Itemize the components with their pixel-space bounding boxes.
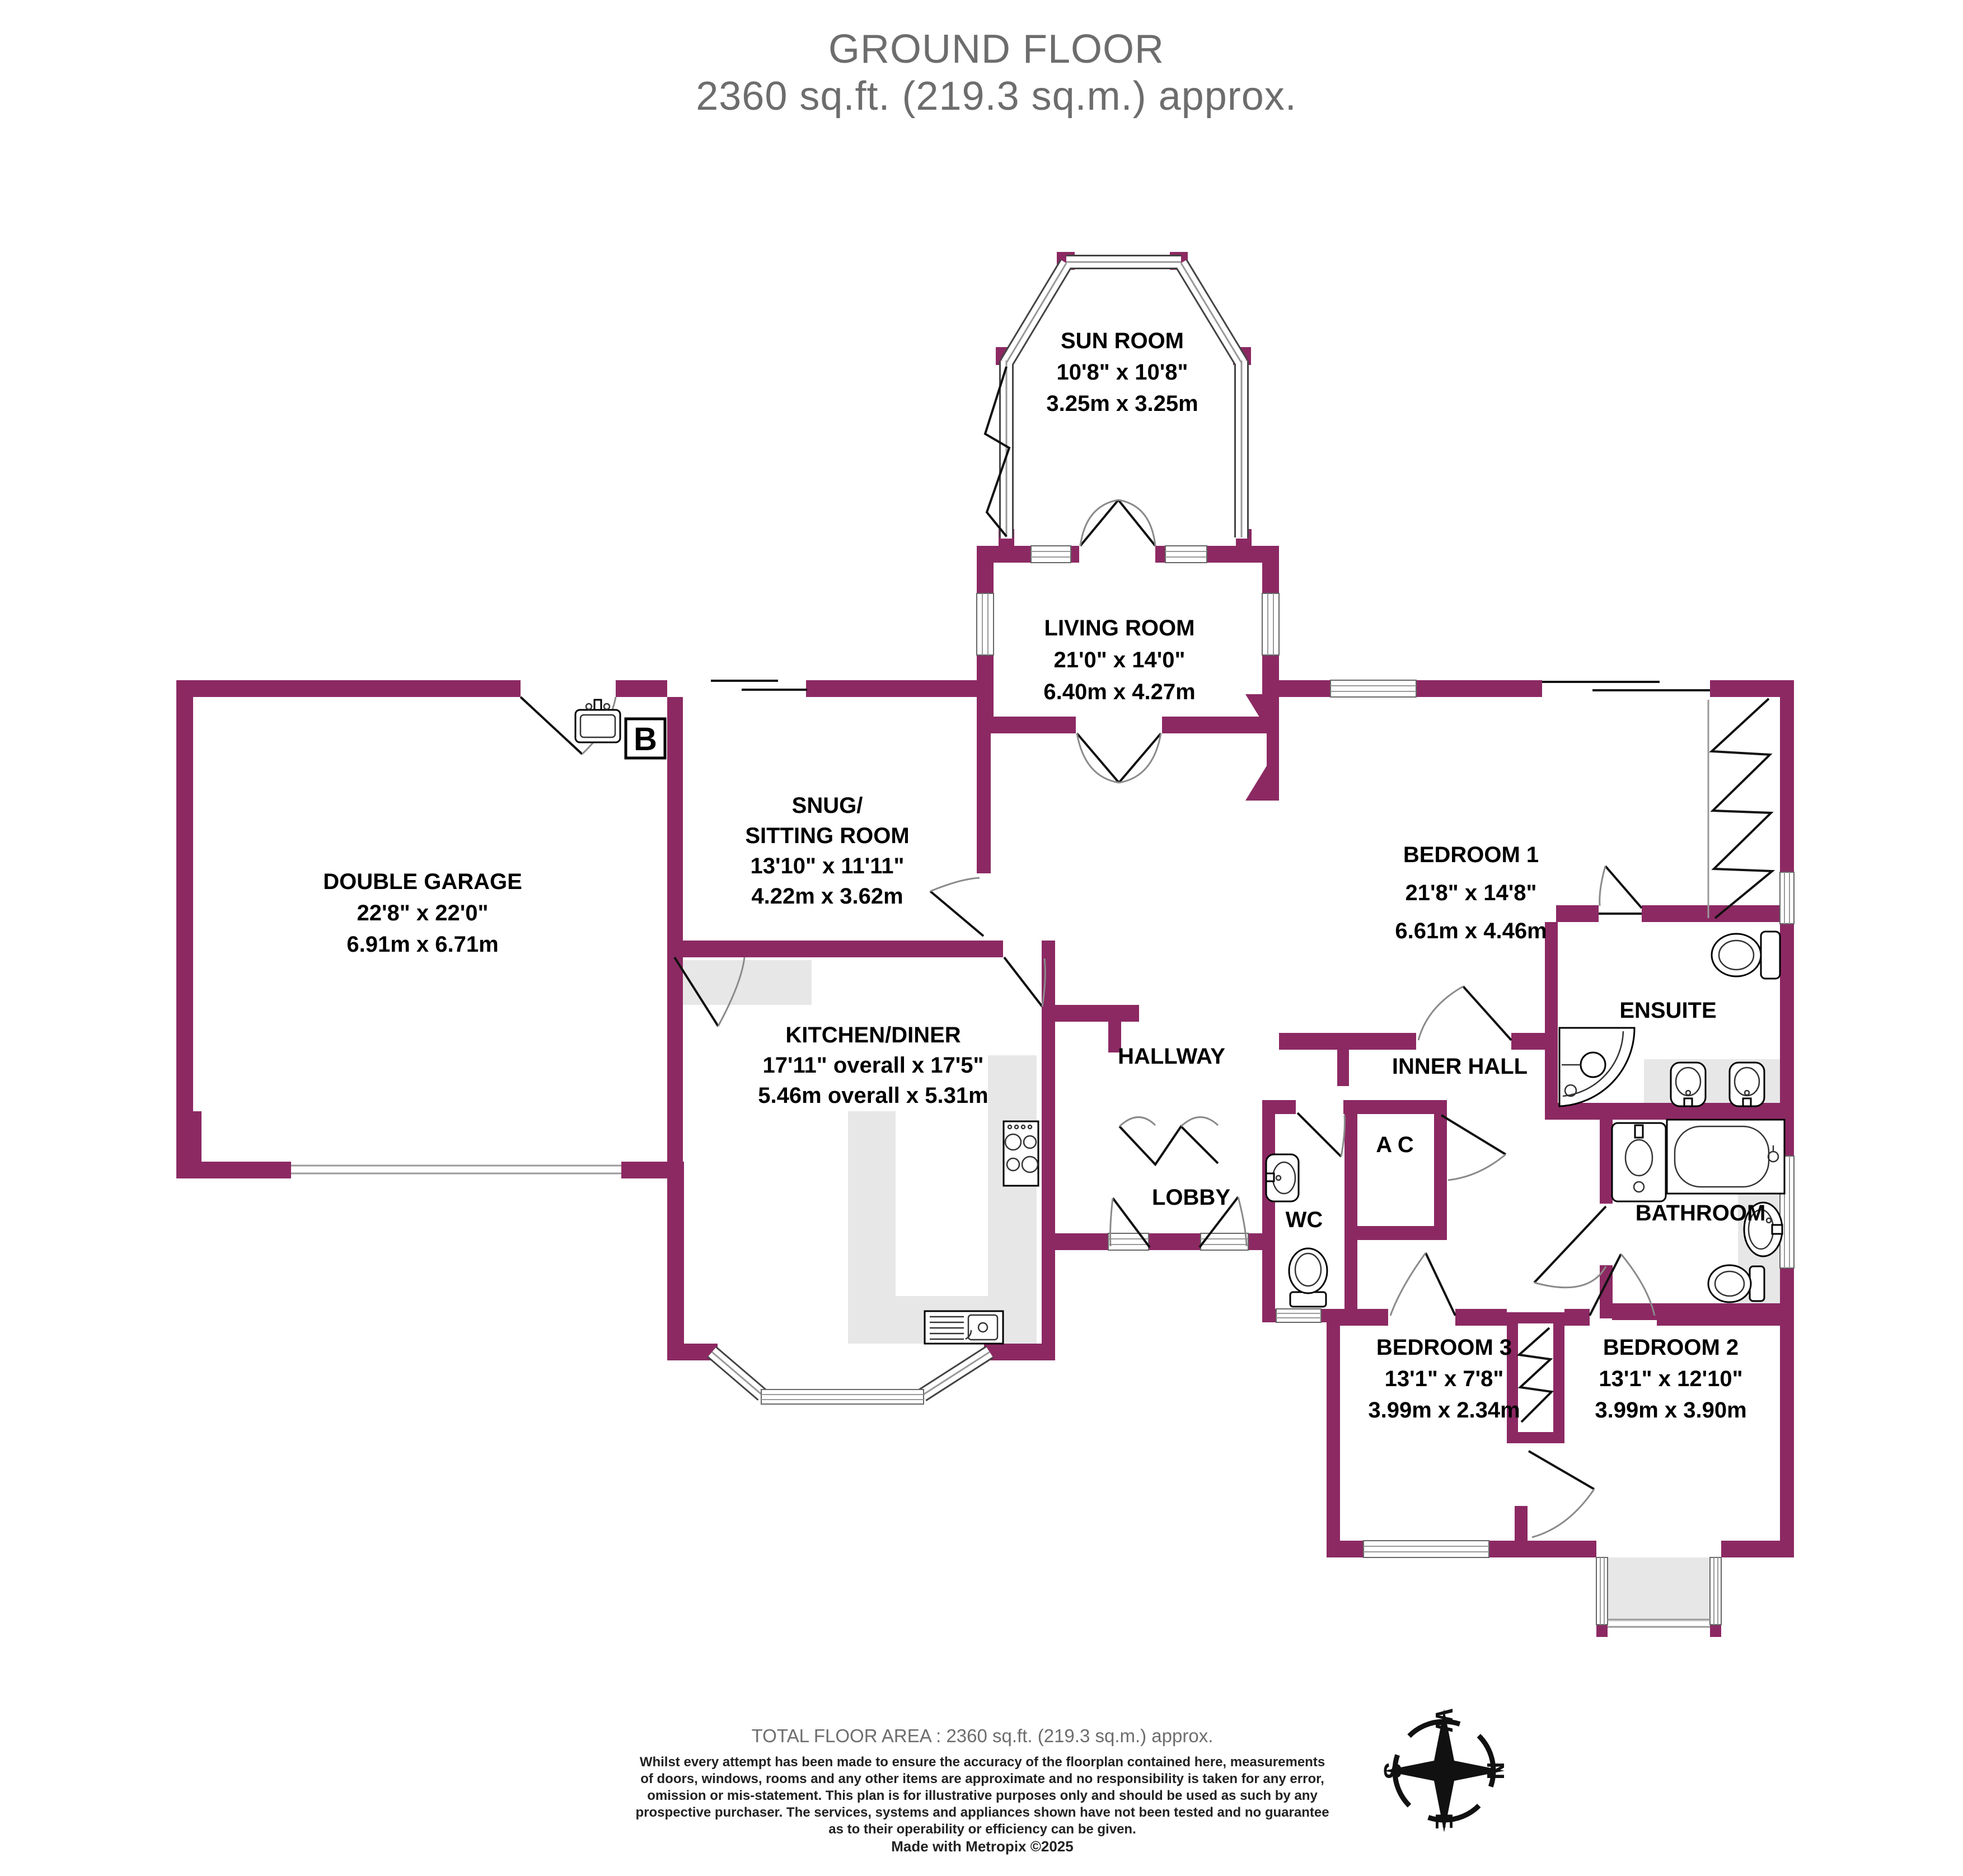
label-living-room-im: 21'0" x 14'0" (1053, 648, 1186, 672)
disclaimer-line: omission or mis-statement. This plan is for illustrative purposes only and should be used as such by any (647, 1788, 1318, 1803)
door-snug (930, 878, 983, 936)
window (1031, 546, 1071, 563)
ensuite-toilet-icon (1712, 932, 1780, 979)
label-wc: WC (1285, 1208, 1323, 1232)
window (1710, 1557, 1721, 1625)
window (1165, 546, 1207, 563)
label-sun-room-metric: 3.25m x 3.25m (1046, 391, 1198, 416)
door-bathroom (1534, 1206, 1606, 1288)
label-snug-im: 13'10" x 11'11" (750, 854, 905, 878)
compass-w: W (1430, 1709, 1458, 1732)
label-garage-im: 22'8" x 22'0" (357, 901, 489, 925)
boiler-icon (626, 719, 665, 758)
label-bedroom1: BEDROOM 1 (1403, 843, 1539, 867)
label-snug-me: 4.22m x 3.62m (751, 884, 903, 909)
label-sun-room-imperial: 10'8" x 10'8" (1056, 360, 1188, 385)
window (1364, 1541, 1489, 1557)
label-bathroom: BATHROOM (1635, 1201, 1766, 1225)
door-wc (1297, 1113, 1344, 1157)
door-kitchen (1004, 957, 1045, 1007)
label-snug2: SITTING ROOM (745, 824, 910, 848)
label-bedroom2: BEDROOM 2 (1603, 1335, 1739, 1360)
label-ensuite: ENSUITE (1619, 998, 1717, 1023)
kitchen-bay-windows (712, 1352, 990, 1395)
label-living-room: LIVING ROOM (1044, 616, 1195, 640)
window (1596, 1557, 1608, 1625)
footer-block (635, 1725, 1329, 1855)
bathtub-icon (1667, 1120, 1784, 1194)
bathroom-toilet-icon (1708, 1265, 1764, 1302)
title-block (696, 27, 1297, 119)
shower-icon (1559, 1028, 1634, 1106)
label-garage-me: 6.91m x 6.71m (346, 932, 499, 957)
door-sunroom-french (1080, 500, 1155, 546)
kitchen-sink-icon (925, 1311, 1003, 1344)
label-living-room-me: 6.40m x 4.27m (1043, 680, 1196, 704)
window (977, 593, 994, 655)
window (1330, 680, 1416, 697)
kitchen-counter-right (988, 1055, 1037, 1344)
closet-zigzag (1519, 1328, 1552, 1422)
fireplace (1245, 694, 1279, 801)
compass-s: S (1379, 1762, 1406, 1779)
page-subtitle: 2360 sq.ft. (219.3 sq.m.) approx. (696, 74, 1297, 119)
metropix-credit: Made with Metropix ©2025 (891, 1838, 1074, 1855)
hob-icon (1004, 1121, 1038, 1186)
compass-e: E (1430, 1813, 1458, 1830)
window (1262, 593, 1279, 655)
door-bedroom2-closet (1529, 1451, 1594, 1537)
door-ensuite (1599, 866, 1642, 914)
label-kitchen-im: 17'11" overall x 17'5" (762, 1053, 984, 1078)
label-hallway: HALLWAY (1118, 1044, 1225, 1069)
bathroom-sink-icon (1612, 1123, 1666, 1201)
door-airing-cupboard (1441, 1115, 1506, 1180)
window (761, 1390, 924, 1404)
disclaimer-line: Whilst every attempt has been made to ensure the accuracy of the floorplan contained here, measurements (639, 1755, 1325, 1770)
bedroom1-wardrobe-zigzag (1712, 699, 1772, 918)
total-floor-area: TOTAL FLOOR AREA : 2360 sq.ft. (219.3 sq.m.) approx. (751, 1725, 1214, 1746)
disclaimer-line: of doors, windows, rooms and any other items are approximate and no responsibility is taken for any error, (640, 1771, 1324, 1786)
window (1276, 1309, 1321, 1322)
label-bedroom1-im: 21'8" x 14'8" (1405, 881, 1537, 905)
label-bedroom1-me: 6.61m x 4.46m (1395, 919, 1547, 943)
label-sun-room: SUN ROOM (1061, 329, 1184, 353)
disclaimer-line: as to their operability or efficiency can be given. (828, 1822, 1136, 1837)
door-living-double (1077, 733, 1161, 783)
label-bedroom3-im: 13'1" x 7'8" (1384, 1367, 1504, 1391)
label-kitchen: KITCHEN/DINER (785, 1023, 961, 1047)
label-kitchen-me: 5.46m overall x 5.31m (758, 1083, 988, 1108)
label-bedroom2-me: 3.99m x 3.90m (1595, 1398, 1747, 1423)
ensuite-basin-icon (1730, 1063, 1764, 1106)
boiler-label: B (634, 721, 657, 757)
label-inner-hall: INNER HALL (1392, 1054, 1528, 1079)
door-bedroom1 (1418, 986, 1511, 1040)
door-strip (1108, 1233, 1149, 1250)
porch-step (1608, 1557, 1710, 1622)
wc-toilet-icon (1289, 1248, 1327, 1307)
label-bedroom3: BEDROOM 3 (1376, 1335, 1512, 1360)
page-title: GROUND FLOOR (828, 27, 1165, 72)
door-bedroom3 (1390, 1253, 1455, 1316)
ensuite-basin-icon (1671, 1063, 1706, 1106)
label-garage: DOUBLE GARAGE (323, 869, 522, 894)
label-snug1: SNUG/ (791, 793, 863, 818)
disclaimer-line: prospective purchaser. The services, systems and appliances shown have not been tested and no guarantee (635, 1805, 1329, 1820)
compass-n: N (1482, 1762, 1509, 1780)
compass-rose (1379, 1709, 1509, 1832)
label-bedroom3-me: 3.99m x 2.34m (1368, 1398, 1520, 1423)
label-lobby: LOBBY (1152, 1185, 1230, 1210)
lobby-archway-zigzag (1119, 1126, 1218, 1164)
label-bedroom2-im: 13'1" x 12'10" (1599, 1367, 1743, 1391)
wc-sink-icon (1266, 1154, 1299, 1201)
window (1780, 872, 1794, 924)
label-ac: A C (1376, 1133, 1414, 1157)
